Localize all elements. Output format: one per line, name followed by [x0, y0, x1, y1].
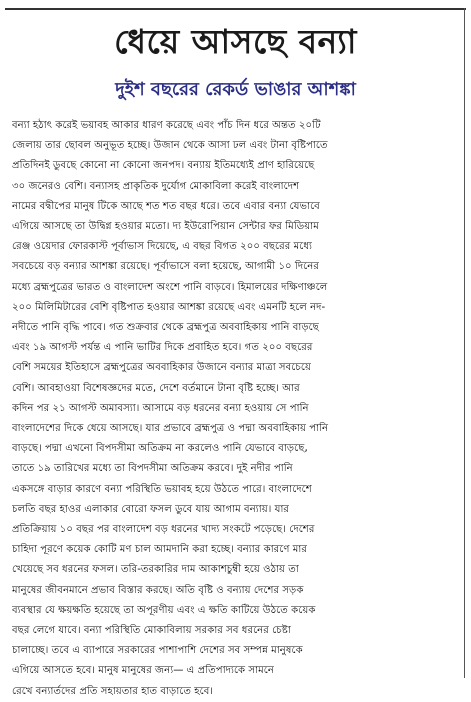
- body-line: বেশি। আবহাওয়া বিশেষজ্ঞদের মতে, দেশে বর্তমানে টানা বৃষ্টি হচ্ছে। আর: [12, 382, 300, 394]
- body-line: এবং ১৯ আগস্ট পর্যন্ত এ পানি ভাটির দিকে প্রবাহিত হবে। গত ২০০ বছরের: [12, 342, 313, 354]
- headline: ধেয়ে আসছে বন্যা: [114, 22, 357, 61]
- body-line: বেশি সময়ের ইতিহাসে ব্রহ্মপুত্রের অববাহিকার উজানে বন্যার মাত্রা সবচেয়ে: [12, 362, 311, 374]
- body-line: খেয়েছে সব ধরনের ফসল। তরি-তরকারির দাম আকাশচুম্বী হয়ে ওঠায় তা: [12, 564, 299, 576]
- body-line: সবচেয়ে বড় বন্যার আশঙ্কা রয়েছে। পূর্বাভাসে বলা হয়েছে, আগামী ১০ দিনের: [12, 261, 319, 273]
- body-line: মানুষের জীবনমানে প্রভাব বিস্তার করছে। অতি বৃষ্টি ও বন্যায় দেশের সড়ক: [12, 584, 304, 596]
- body-line: বাংলাদেশের দিকে ধেয়ে আসছে। যার প্রভাবে ব্রহ্মপুত্র ও পদ্মা অববাহিকায় পানি: [12, 423, 329, 435]
- body-line: তাতে ১৯ তারিখের মধ্যে তা বিপদসীমা অতিক্রম করবে। দুই নদীর পানি: [12, 463, 293, 475]
- column-border-rule: [464, 8, 465, 678]
- body-line: বন্যা হঠাৎ করেই ভয়াবহ আকার ধারণ করেছে এবং পাঁচ দিন ধরে অন্তত ২০টি: [12, 120, 321, 131]
- body-line: একসঙ্গে বাড়ার কারণে বন্যা পরিস্থিতি ভয়াবহ হয়ে উঠতে পারে। বাংলাদেশে: [12, 483, 312, 495]
- body-line: ২০০ মিলিমিটারের বেশি বৃষ্টিপাত হওয়ার আশঙ্কা রয়েছে এবং এমনটি হলে নদ-: [12, 301, 326, 313]
- body-line: এগিয়ে আসছে তা উদ্বিগ্ন হওয়ার মতো। দ্য ইউরোপিয়ান সেন্টার ফর মিডিয়াম: [12, 221, 319, 233]
- body-line: চাহিদা পূরণে কয়েক কোটি মণ চাল আমদানি করা হচ্ছে। বন্যার কারণে মার: [12, 544, 307, 556]
- body-line: ব্যবস্থার যে ক্ষয়ক্ষতি হয়েছে তা অপূরণীয় এবং এ ক্ষতি কাটিয়ে উঠতে কয়েক: [12, 604, 316, 616]
- body-line: চলতি বছর হাওর এলাকার বোরো ফসল ডুবে যায় আগাম বন্যায়। যার: [12, 503, 290, 515]
- body-line: নদীতে পানি বৃদ্ধি পাবে। গত শুক্রবার থেকে ব্রহ্মপুত্র অববাহিকায় পানি বাড়ছে: [12, 322, 319, 334]
- body-line: এগিয়ে আসতে হবে। মানুষ মানুষের জন্য— এ প্রতিপাদ্যকে সামনে: [12, 665, 274, 677]
- body-line: মধ্যে ব্রহ্মপুত্রের ভারত ও বাংলাদেশ অংশে পানি বাড়বে। হিমালয়ের দক্ষিণাঞ্চলে: [12, 281, 328, 293]
- article-body: [12, 116, 461, 702]
- body-line: বছর লেগে যাবে। বন্যা পরিস্থিতি মোকাবিলায় সরকার সব ধরনের চেষ্টা: [12, 625, 291, 637]
- body-line: বাড়ছে। পদ্মা এখনো বিপদসীমা অতিক্রম না করলেও পানি যেভাবে বাড়ছে,: [12, 443, 308, 455]
- body-line: জেলায় তার ছোবল অনুভূত হচ্ছে। উজান থেকে আসা ঢল এবং টানা বৃষ্টিপাতে: [12, 140, 328, 152]
- article-paragraph: [12, 116, 461, 702]
- body-line: কদিন পর ২১ আগস্ট অমাবস্যা। আসামে বড় ধরনের বন্যা হওয়ায় সে পানি: [12, 402, 309, 414]
- top-border-rule: [5, 8, 466, 10]
- body-line: প্রতিক্রিয়ায় ১০ বছর পর বাংলাদেশ বড় ধরনের খাদ্য সংকটে পড়েছে। দেশের: [12, 524, 315, 536]
- body-line: ৩০ জনেরও বেশি। বন্যাসহ প্রাকৃতিক দুর্যোগ মোকাবিলা করেই বাংলাদেশ: [12, 180, 300, 192]
- body-line: প্রতিদিনই ডুবছে কোনো না কোনো জনপদ। বন্যায় ইতিমধ্যেই প্রাণ হারিয়েছে: [12, 160, 315, 172]
- body-line: নামের বদ্বীপের মানুষ টিকে আছে শত শত বছর ধরে। তবে এবার বন্যা যেভাবে: [12, 200, 320, 212]
- body-line: রেখে বন্যার্তদের প্রতি সহায়তার হাত বাড়াতে হবে।: [12, 685, 214, 697]
- body-line: চালাচ্ছে। তবে এ ব্যাপারে সরকারের পাশাপাশি দেশের সব সম্পন্ন মানুষকে: [12, 645, 303, 657]
- body-line: রেঞ্জ ওয়েদার ফোরকাস্ট পূর্বাভাস দিয়েছে, এ বছর বিগত ২০০ বছরের মধ্যে: [12, 241, 313, 253]
- subheadline: দুইশ বছরের রেকর্ড ভাঙার আশঙ্কা: [115, 79, 356, 100]
